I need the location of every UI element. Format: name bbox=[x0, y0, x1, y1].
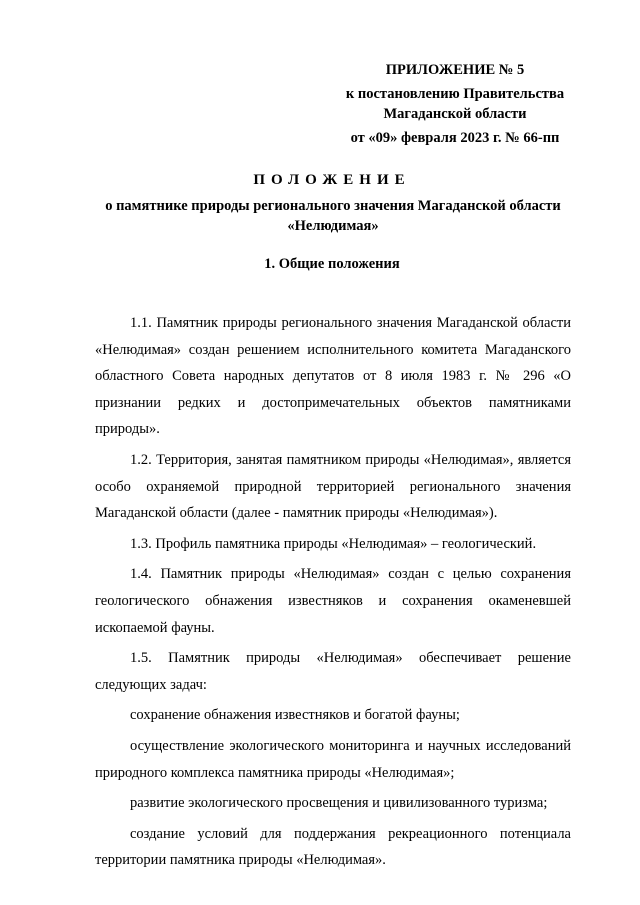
paragraph-1-3: 1.3. Профиль памятника природы «Нелюдимая» – геологический. bbox=[130, 535, 537, 552]
paragraph-1-4: 1.4. Памятник природы «Нелюдимая» создан с целью сохранения геологического обнажения известняков и сохранения окаменевшей ископаемой фауны. bbox=[95, 566, 571, 636]
task-item-1: сохранение обнажения известняков и богатой фауны; bbox=[130, 707, 460, 724]
annex-region-line: Магаданской области bbox=[383, 106, 527, 122]
annex-date-line: от «09» февраля 2023 г. № 66-пп bbox=[350, 130, 560, 146]
section-heading: 1. Общие положения bbox=[264, 256, 400, 272]
document-subtitle: о памятнике природы регионального значения Магаданской области «Нелюдимая» bbox=[105, 198, 561, 234]
task-item-4: создание условий для поддержания рекреационного потенциала территории памятника природы «Нелюдимая». bbox=[95, 825, 571, 869]
document-body bbox=[95, 306, 571, 874]
paragraph-1-5: 1.5. Памятник природы «Нелюдимая» обеспечивает решение следующих задач: bbox=[95, 650, 571, 693]
task-item-2: осуществление экологического мониторинга и научных исследований природного комплекса памятника природы «Нелюдимая»; bbox=[95, 737, 571, 781]
document-title: ПОЛОЖЕНИЕ bbox=[253, 172, 411, 188]
paragraph-1-1: 1.1. Памятник природы регионального значения Магаданской области «Нелюдимая» создан решением исполнительного комитета Магаданского областного Совета народных депутатов от 8 июля 1983 г. № 296 «О признании редких и достопримечательных объектов памятниками природы». bbox=[95, 315, 571, 438]
task-item-3: развитие экологического просвещения и цивилизованного туризма; bbox=[130, 795, 548, 812]
paragraph-1-2: 1.2. Территория, занятая памятником природы «Нелюдимая», является особо охраняемой природной территорией регионального значения Магаданской области (далее - памятник природы «Нелюдимая»). bbox=[95, 451, 571, 522]
annex-resolution-line: к постановлению Правительства bbox=[345, 86, 565, 102]
annex-title: ПРИЛОЖЕНИЕ № 5 bbox=[385, 62, 525, 78]
